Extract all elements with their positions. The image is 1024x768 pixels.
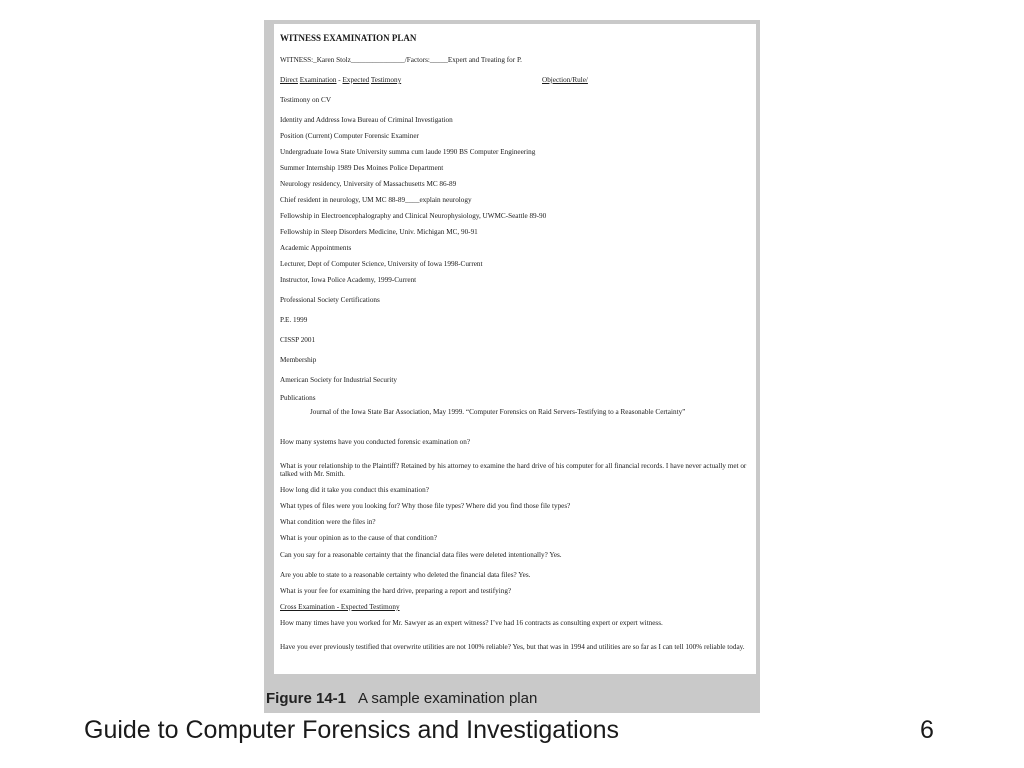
doc-line: Professional Society Certifications <box>280 296 380 304</box>
expected-label: Expected <box>342 76 370 84</box>
doc-line: Undergraduate Iowa State University summa cum laude 1990 BS Computer Engineering <box>280 148 536 156</box>
direct-exam-header <box>280 76 750 84</box>
doc-line: Academic Appointments <box>280 244 352 252</box>
doc-line: Neurology residency, University of Massachusetts MC 86-89 <box>280 180 457 188</box>
doc-line: Fellowship in Electroencephalography and Clinical Neurophysiology, UWMC-Seattle 89-90 <box>280 212 547 220</box>
cross-question: How many times have you worked for Mr. Sawyer as an expert witness? I’ve had 16 contracts as consulting expert or expert witness. <box>280 619 663 627</box>
question: What is your opinion as to the cause of that condition? <box>280 534 437 542</box>
page-number: 6 <box>920 716 934 744</box>
question: What types of files were you looking for? Why those file types? Where did you find those file types? <box>280 502 571 510</box>
doc-line: Lecturer, Dept of Computer Science, University of Iowa 1998-Current <box>280 260 483 268</box>
direct-label: Direct <box>280 76 298 84</box>
doc-line: Instructor, Iowa Police Academy, 1999-Current <box>280 276 417 284</box>
doc-line: Fellowship in Sleep Disorders Medicine, Univ. Michigan MC, 90-91 <box>280 228 478 236</box>
witness-line: WITNESS:_Karen Stolz_______________/Factors:_____Expert and Treating for P. <box>280 56 522 64</box>
doc-line: Publications <box>280 394 316 402</box>
question: How many systems have you conducted forensic examination on? <box>280 438 471 446</box>
cross-question: Have you ever previously testified that overwrite utilities are not 100% reliable? Yes, but that was in 1994 and utilities are so far as I can tell 100% reliable today. <box>280 643 745 651</box>
question: Are you able to state to a reasonable certainty who deleted the financial data files? Yes. <box>280 571 531 579</box>
doc-line: Position (Current) Computer Forensic Examiner <box>280 132 419 140</box>
question: What condition were the files in? <box>280 518 376 526</box>
cross-examination-header: Cross Examination - Expected Testimony <box>280 603 400 611</box>
figure-panel <box>264 20 760 713</box>
doc-line: Identity and Address Iowa Bureau of Criminal Investigation <box>280 116 453 124</box>
footer-title: Guide to Computer Forensics and Investigations <box>84 716 619 744</box>
doc-line: CISSP 2001 <box>280 336 316 344</box>
question: How long did it take you conduct this examination? <box>280 486 429 494</box>
figure-caption <box>264 690 760 707</box>
examination-label: Examination <box>299 76 337 84</box>
figure-caption-text: A sample examination plan <box>358 690 538 707</box>
testimony-label: Testimony <box>370 76 402 84</box>
question: Can you say for a reasonable certainty that the financial data files were deleted intentionally? Yes. <box>280 551 562 559</box>
doc-line: Summer Internship 1989 Des Moines Police Department <box>280 164 444 172</box>
doc-line: Chief resident in neurology, UM MC 88-89____explain neurology <box>280 196 472 204</box>
examination-plan-document <box>274 24 756 674</box>
objection-rule-header: Objection/Rule/ <box>542 76 588 84</box>
doc-line: Membership <box>280 356 317 364</box>
question: What is your relationship to the Plaintiff? Retained by his attorney to examine the hard drive of his computer for all financial records. I have never actually met or talked with Mr. Smith. <box>280 462 747 478</box>
doc-line: American Society for Industrial Security <box>280 376 397 384</box>
doc-line: Testimony on CV <box>280 96 332 104</box>
doc-line: P.E. 1999 <box>280 316 308 324</box>
question: What is your fee for examining the hard drive, preparing a report and testifying? <box>280 587 512 595</box>
figure-number: Figure 14-1 <box>266 690 347 707</box>
header-separator: - <box>336 76 343 84</box>
document-title: WITNESS EXAMINATION PLAN <box>280 33 417 43</box>
publication-entry: Journal of the Iowa State Bar Association, May 1999. “Computer Forensics on Raid Servers-Testifying to a Reasonable Certainty” <box>310 408 686 416</box>
